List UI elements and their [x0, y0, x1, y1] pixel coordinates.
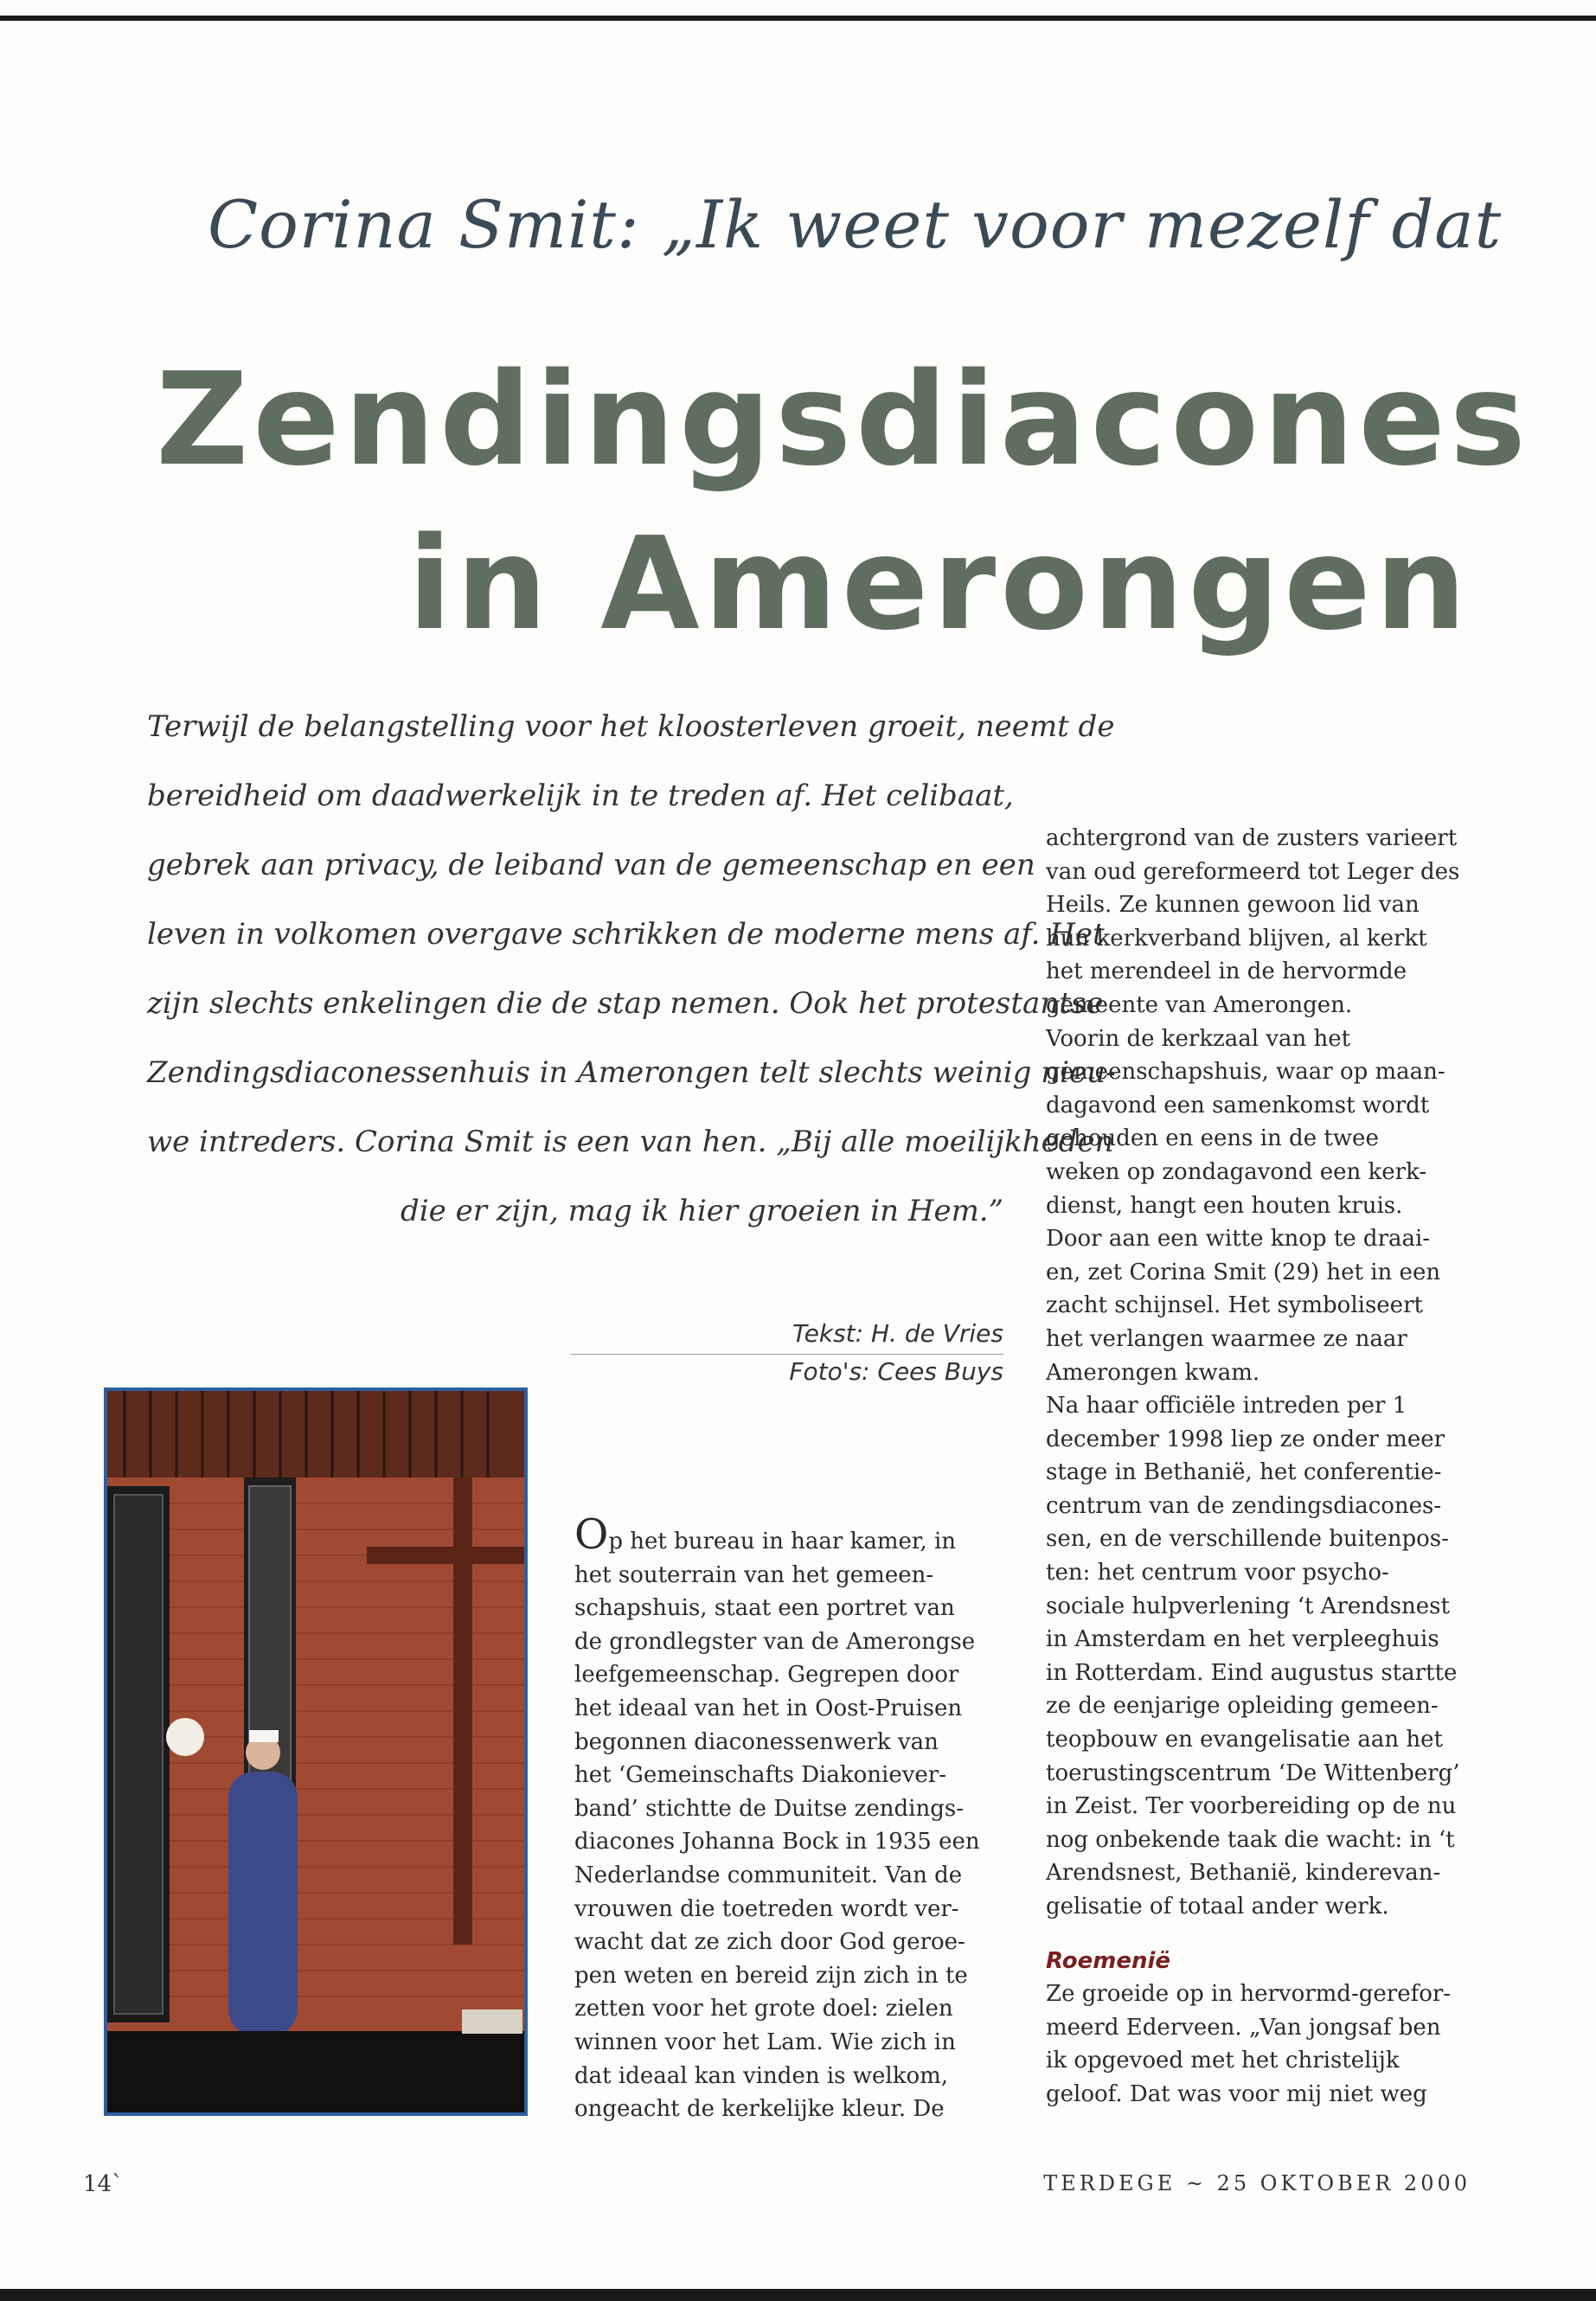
body-line: in Amsterdam en het verpleeghuis — [1046, 1626, 1439, 1653]
headline-line-2: in Amerongen — [407, 510, 1471, 658]
intro-line: gebrek aan privacy, de leiband van de gemeenschap en een — [147, 848, 1035, 882]
body-line: ten: het centrum voor psycho- — [1046, 1560, 1389, 1586]
bottom-border — [0, 2289, 1596, 2301]
credit-photos: Foto's: Cees Buys — [789, 1357, 1003, 1386]
body-line: weken op zondagavond een kerk- — [1046, 1158, 1427, 1185]
headline-line-1: Zendingsdiacones — [156, 345, 1530, 494]
body-line: gemeenschapshuis, waar op maan- — [1046, 1059, 1445, 1086]
body-line: Ze groeide op in hervormd-gerefor- — [1046, 1981, 1452, 2008]
body-line: ze de eenjarige opleiding gemeen- — [1046, 1693, 1439, 1720]
drop-cap: O — [574, 1510, 609, 1559]
body-line: gemeente van Amerongen. — [1046, 991, 1353, 1018]
intro-line: die er zijn, mag ik hier groeien in Hem.” — [401, 1194, 1003, 1228]
body-line: teopbouw en evangelisatie aan het — [1046, 1727, 1443, 1753]
intro-line: bereidheid om daadwerkelijk in te treden af. Het celibaat, — [147, 779, 1014, 813]
body-line: nog onbekende taak die wacht: in ‘t — [1046, 1826, 1455, 1853]
body-line: het souterrain van het gemeen- — [574, 1561, 934, 1588]
body-line: in Zeist. Ter voorbereiding op de nu — [1046, 1793, 1457, 1820]
intro-line: leven in volkomen overgave schrikken de moderne mens af. Het — [147, 917, 1105, 952]
body-first-line: p het bureau in haar kamer, in — [608, 1529, 957, 1554]
body-line: dagavond een samenkomst wordt — [1046, 1092, 1430, 1118]
body-line: het verlangen waarmee ze naar — [1046, 1325, 1407, 1352]
intro-line: we intreders. Corina Smit is een van hen. „Bij alle moeilijkheden — [147, 1125, 1114, 1159]
body-line: gelisatie of totaal ander werk. — [1046, 1894, 1389, 1920]
body-line: december 1998 liep ze onder meer — [1046, 1426, 1445, 1452]
kicker-quote: Corina Smit: „Ik weet voor mezelf dat — [208, 186, 1503, 263]
body-line: het ‘Gemeinschafts Diakoniever- — [574, 1762, 947, 1789]
intro-line: Terwijl de belangstelling voor het kloosterleven groeit, neemt de — [147, 709, 1115, 744]
body-line: pen weten en bereid zijn zich in te — [574, 1962, 968, 1989]
body-line: en, zet Corina Smit (29) het in een — [1046, 1259, 1441, 1285]
body-line: leefgemeenschap. Gegrepen door — [574, 1662, 959, 1689]
body-line: Na haar officiële intreden per 1 — [1046, 1393, 1407, 1420]
body-line: achtergrond van de zusters varieert — [1046, 825, 1458, 851]
footer-publication: TERDEGE ~ 25 OKTOBER 2000 — [1043, 2171, 1471, 2195]
body-line: vrouwen die toetreden wordt ver- — [574, 1895, 959, 1922]
intro-paragraph — [147, 692, 1116, 1246]
body-line: toerustingscentrum ‘De Wittenberg’ — [1046, 1759, 1460, 1786]
credit-text: Tekst: H. de Vries — [792, 1319, 1003, 1348]
body-line: de grondlegster van de Amerongse — [574, 1628, 976, 1655]
body-line: Nederlandse communiteit. Van de — [574, 1862, 963, 1888]
body-column-middle — [574, 1510, 1007, 2126]
body-line: Door aan een witte knop te draai- — [1046, 1226, 1431, 1253]
body-line: het ideaal van het in Oost-Pruisen — [574, 1695, 963, 1721]
body-line: het merendeel in de hervormde — [1046, 958, 1407, 985]
body-line — [574, 1510, 1007, 1559]
body-line: gehouden en eens in de twee — [1046, 1125, 1379, 1152]
body-line: Heils. Ze kunnen gewoon lid van — [1046, 892, 1420, 919]
body-line: Voorin de kerkzaal van het — [1046, 1025, 1351, 1052]
intro-line: Zendingsdiaconessenhuis in Amerongen telt slechts weinig nieu- — [147, 1055, 1116, 1090]
body-line: hun kerkverband blijven, al kerkt — [1046, 925, 1427, 952]
body-line: geloof. Dat was voor mij niet weg — [1046, 2080, 1427, 2107]
body-line: ongeacht de kerkelijke kleur. De — [574, 2096, 945, 2123]
body-line: Amerongen kwam. — [1046, 1359, 1260, 1386]
intro-line: zijn slechts enkelingen die de stap nemen. Ook het protestantse — [147, 986, 1104, 1021]
body-line: zacht schijnsel. Het symboliseert — [1046, 1292, 1423, 1319]
body-line: zetten voor het grote doel: zielen — [574, 1996, 953, 2022]
article-photo — [104, 1388, 528, 2116]
top-border — [0, 16, 1596, 21]
body-line: centrum van de zendingsdiacones- — [1046, 1492, 1442, 1519]
body-line: Arendsnest, Bethanië, kinderevan- — [1046, 1860, 1441, 1887]
body-line: van oud gereformeerd tot Leger des — [1046, 858, 1460, 885]
body-line: diacones Johanna Bock in 1935 een — [574, 1829, 980, 1856]
body-line: wacht dat ze zich door God geroe- — [574, 1929, 965, 1956]
body-line: meerd Ederveen. „Van jongsaf ben — [1046, 2014, 1441, 2041]
body-line: sociale hulpverlening ‘t Arendsnest — [1046, 1593, 1450, 1619]
headline — [156, 337, 1530, 666]
body-line: ik opgevoed met het christelijk — [1046, 2048, 1400, 2074]
body-line: schapshuis, staat een portret van — [574, 1595, 955, 1622]
body-line: in Rotterdam. Eind augustus startte — [1046, 1659, 1458, 1686]
body-line: stage in Bethanië, het conferentie- — [1046, 1459, 1442, 1486]
photo-illustration — [107, 1391, 524, 2112]
body-line: band’ stichtte de Duitse zendings- — [574, 1795, 964, 1822]
body-line: dienst, hangt een houten kruis. — [1046, 1192, 1403, 1219]
section-subhead: Roemenië — [1046, 1947, 1171, 1974]
body-line: begonnen diaconessenwerk van — [574, 1728, 939, 1755]
body-line: sen, en de verschillende buitenpos- — [1046, 1526, 1449, 1553]
body-line: winnen voor het Lam. Wie zich in — [574, 2029, 956, 2055]
page-number: 14` — [83, 2171, 124, 2197]
body-column-right — [1046, 822, 1478, 2112]
body-line: dat ideaal kan vinden is welkom, — [574, 2062, 949, 2089]
credits — [571, 1319, 1003, 1391]
